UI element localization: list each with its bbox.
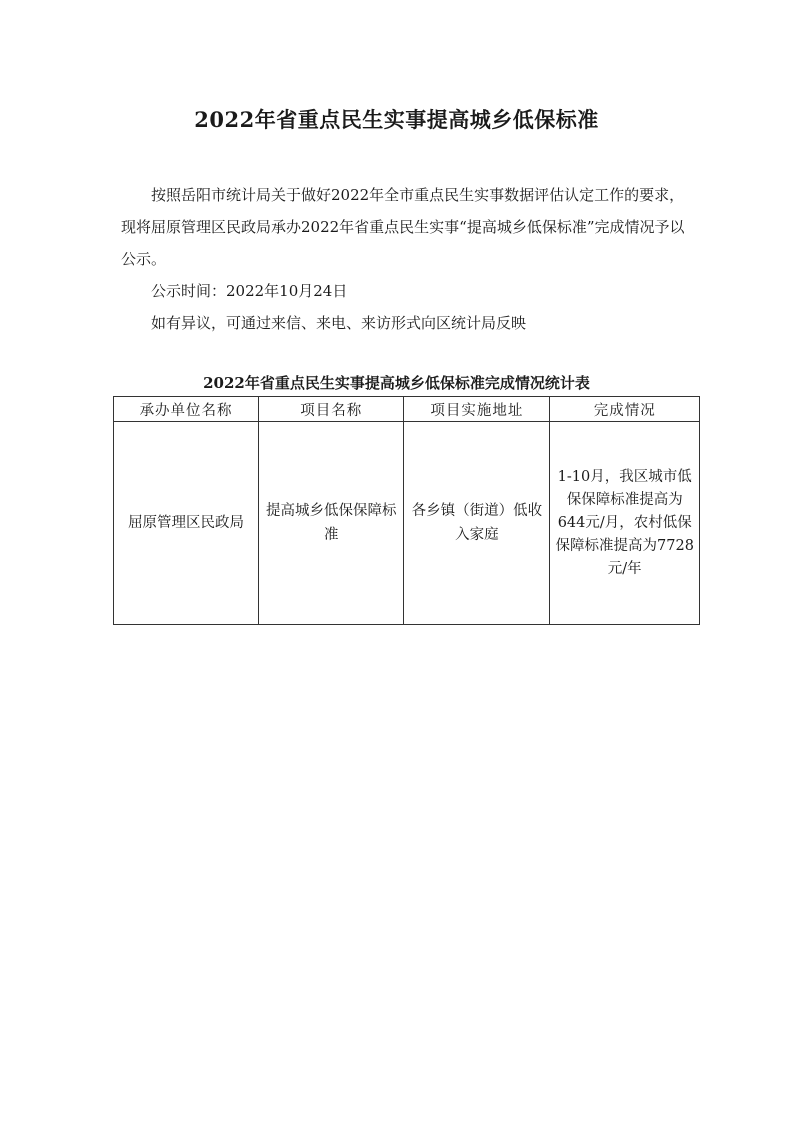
header-unit: 承办单位名称 bbox=[114, 397, 259, 422]
header-status: 完成情况 bbox=[550, 397, 700, 422]
objection-note: 如有异议，可通过来信、来电、来访形式向区统计局反映 bbox=[151, 314, 527, 332]
table-title: 2022年省重点民生实事提高城乡低保标准完成情况统计表 bbox=[203, 374, 590, 392]
cell-unit: 屈原管理区民政局 bbox=[114, 422, 259, 625]
table-header-row bbox=[114, 397, 700, 422]
document-title: 2022年省重点民生实事提高城乡低保标准 bbox=[194, 107, 599, 132]
cell-status: 1-10月，我区城市低保保障标准提高为644元/月，农村低保保障标准提高为7728元/年 bbox=[550, 422, 700, 625]
table-row bbox=[114, 422, 700, 625]
completion-table bbox=[113, 396, 700, 625]
cell-location: 各乡镇（街道）低收入家庭 bbox=[404, 422, 550, 625]
notice-period: 公示时间：2022年10月24日 bbox=[151, 282, 348, 300]
header-location: 项目实施地址 bbox=[404, 397, 550, 422]
document-body bbox=[121, 179, 686, 339]
cell-project: 提高城乡低保保障标准 bbox=[259, 422, 404, 625]
notice-paragraph: 按照岳阳市统计局关于做好2022年全市重点民生实事数据评估认定工作的要求，现将屈原管理区民政局承办2022年省重点民生实事“提高城乡低保标准”完成情况予以公示。 bbox=[121, 186, 685, 268]
header-project: 项目名称 bbox=[259, 397, 404, 422]
